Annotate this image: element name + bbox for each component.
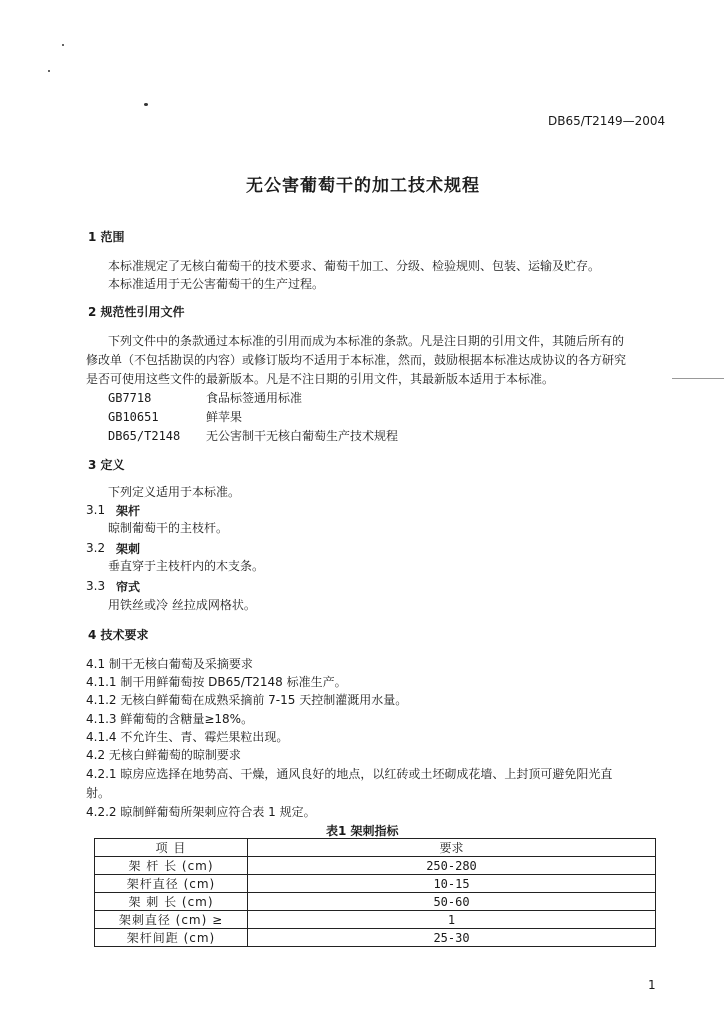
table-header-row <box>95 839 656 857</box>
table-cell-value: 250-280 <box>248 857 656 875</box>
definition-3-3-term: 帘式 <box>116 580 141 594</box>
scan-edge-line <box>672 378 724 379</box>
table-cell-value: 25-30 <box>248 929 656 947</box>
table-cell-item: 架杆间距 (cm) <box>95 929 248 947</box>
section-3-intro: 下列定义适用于本标准。 <box>108 485 241 499</box>
ref-code-1: GB7718 <box>108 391 152 405</box>
table-row <box>95 911 656 929</box>
definition-3-3-number: 3.3 <box>86 579 106 593</box>
ref-code-3: DB65/T2148 <box>108 429 181 443</box>
section-2-line-1: 下列文件中的条款通过本标准的引用而成为本标准的条款。凡是注日期的引用文件，其随后所有的 <box>108 334 625 348</box>
section-2-heading: 2 规范性引用文件 <box>88 305 185 319</box>
ref-name-3: 无公害制干无核白葡萄生产技术规程 <box>206 429 399 443</box>
table-header-item: 项 目 <box>95 839 248 857</box>
table-caption: 表1 架刺指标 <box>326 824 399 838</box>
table-row <box>95 857 656 875</box>
section-1-para-1: 本标准规定了无核白葡萄干的技术要求、葡萄干加工、分级、检验规则、包装、运输及贮存。 <box>108 259 601 273</box>
definition-3-3-text: 用铁丝或冷 丝拉成网格状。 <box>108 598 256 612</box>
clause-4-1: 4.1 制干无核白葡萄及采摘要求 <box>86 657 253 671</box>
table-cell-item: 架刺直径 (cm) ≥ <box>95 911 248 929</box>
clause-4-1-1: 4.1.1 制干用鲜葡萄按 DB65/T2148 标准生产。 <box>86 675 347 689</box>
scan-speck <box>48 70 50 72</box>
ref-code-2: GB10651 <box>108 410 159 424</box>
definition-3-2-term: 架刺 <box>116 542 141 556</box>
table-cell-item: 架 杆 长 (cm) <box>95 857 248 875</box>
table-cell-item: 架 刺 长 (cm) <box>95 893 248 911</box>
table-header-requirement: 要求 <box>248 839 656 857</box>
section-1-heading: 1 范围 <box>88 230 125 244</box>
section-4-heading: 4 技术要求 <box>88 628 149 642</box>
definition-3-2-text: 垂直穿于主枝杆内的木支条。 <box>108 559 265 573</box>
scan-speck <box>144 103 148 106</box>
section-3-heading: 3 定义 <box>88 458 125 472</box>
table-row <box>95 929 656 947</box>
page-title: 无公害葡萄干的加工技术规程 <box>246 176 480 196</box>
definition-3-1-number: 3.1 <box>86 503 106 517</box>
page-number: 1 <box>648 978 656 992</box>
section-2-line-3: 是否可使用这些文件的最新版本。凡是不注日期的引用文件，其最新版本适用于本标准。 <box>86 372 555 386</box>
clause-4-1-4: 4.1.4 不允许生、青、霉烂果粒出现。 <box>86 730 289 744</box>
definition-3-2-number: 3.2 <box>86 541 106 555</box>
clause-4-1-2: 4.1.2 无核白鲜葡萄在成熟采摘前 7-15 天控制灌溉用水量。 <box>86 693 408 707</box>
table-cell-value: 10-15 <box>248 875 656 893</box>
clause-4-2: 4.2 无核白鲜葡萄的晾制要求 <box>86 748 241 762</box>
definition-3-1-term: 架杆 <box>116 504 141 518</box>
section-2-line-2: 修改单（不包括勘误的内容）或修订版均不适用于本标准，然而，鼓励根据本标准达成协议的各方研究 <box>86 353 627 367</box>
clause-4-1-3: 4.1.3 鲜葡萄的含糖量≥18%。 <box>86 712 254 726</box>
definition-3-1-text: 晾制葡萄干的主枝杆。 <box>108 521 229 535</box>
scan-speck <box>62 44 64 46</box>
ref-name-2: 鲜苹果 <box>206 410 243 424</box>
table-cell-value: 1 <box>248 911 656 929</box>
frame-spec-table <box>94 838 656 947</box>
clause-4-2-1: 4.2.1 晾房应选择在地势高、干燥，通风良好的地点，以红砖或土坯砌成花墙、上封顶可避免阳光直 <box>86 767 613 781</box>
clause-4-2-2: 4.2.2 晾制鲜葡萄所架刺应符合表 1 规定。 <box>86 805 316 819</box>
document-code: DB65/T2149—2004 <box>548 114 666 128</box>
table-cell-value: 50-60 <box>248 893 656 911</box>
clause-4-2-1-cont: 射。 <box>86 786 111 800</box>
ref-name-1: 食品标签通用标准 <box>206 391 303 405</box>
section-1-para-2: 本标准适用于无公害葡萄干的生产过程。 <box>108 277 325 291</box>
table-cell-item: 架杆直径 (cm) <box>95 875 248 893</box>
table-row <box>95 875 656 893</box>
table-row <box>95 893 656 911</box>
